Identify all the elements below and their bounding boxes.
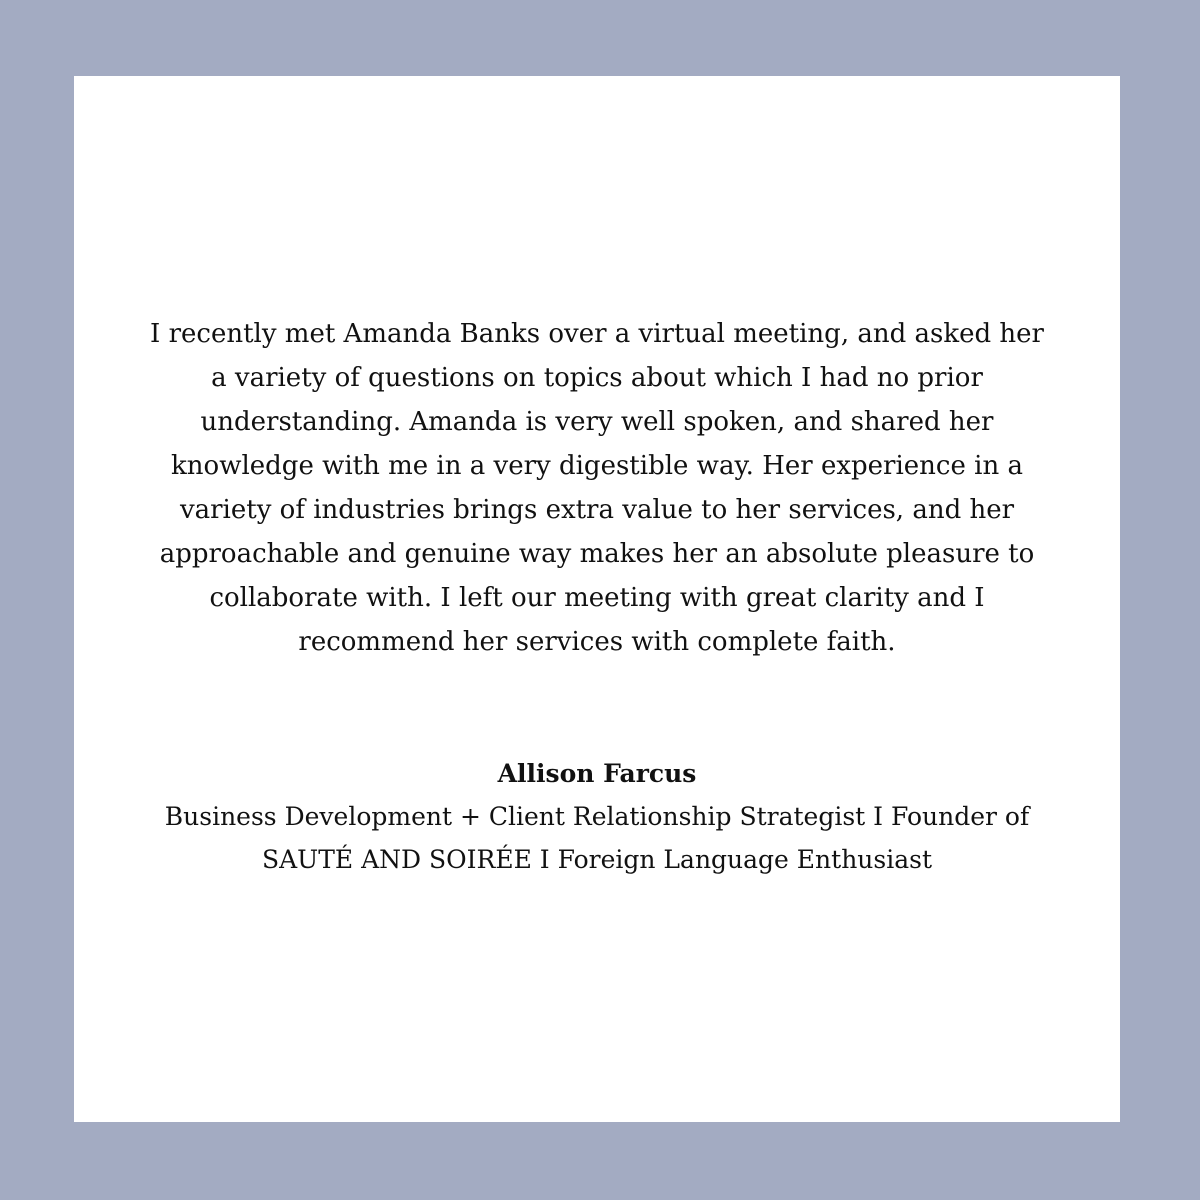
author-name: Allison Farcus [497,759,697,788]
author-title-line: SAUTÉ AND SOIRÉE I Foreign Language Enthusiast [261,845,933,874]
quote-line: recommend her services with complete faith. [298,627,896,657]
author-title-line: Business Development + Client Relationship Strategist I Founder of [164,802,1030,831]
quote-line: variety of industries brings extra value to her services, and her [179,495,1015,525]
quote-line: approachable and genuine way makes her an absolute pleasure to [159,539,1035,569]
quote-line: I recently met Amanda Banks over a virtual meeting, and asked her [150,319,1044,349]
quote-line: collaborate with. I left our meeting with great clarity and I [209,583,985,613]
quote-line: understanding. Amanda is very well spoken, and shared her [200,407,994,437]
quote-line: a variety of questions on topics about which I had no prior [211,363,983,393]
testimonial-quote [74,312,1120,664]
testimonial-card [74,76,1120,1122]
author-block [74,752,1120,881]
quote-line: knowledge with me in a very digestible way. Her experience in a [171,451,1023,481]
